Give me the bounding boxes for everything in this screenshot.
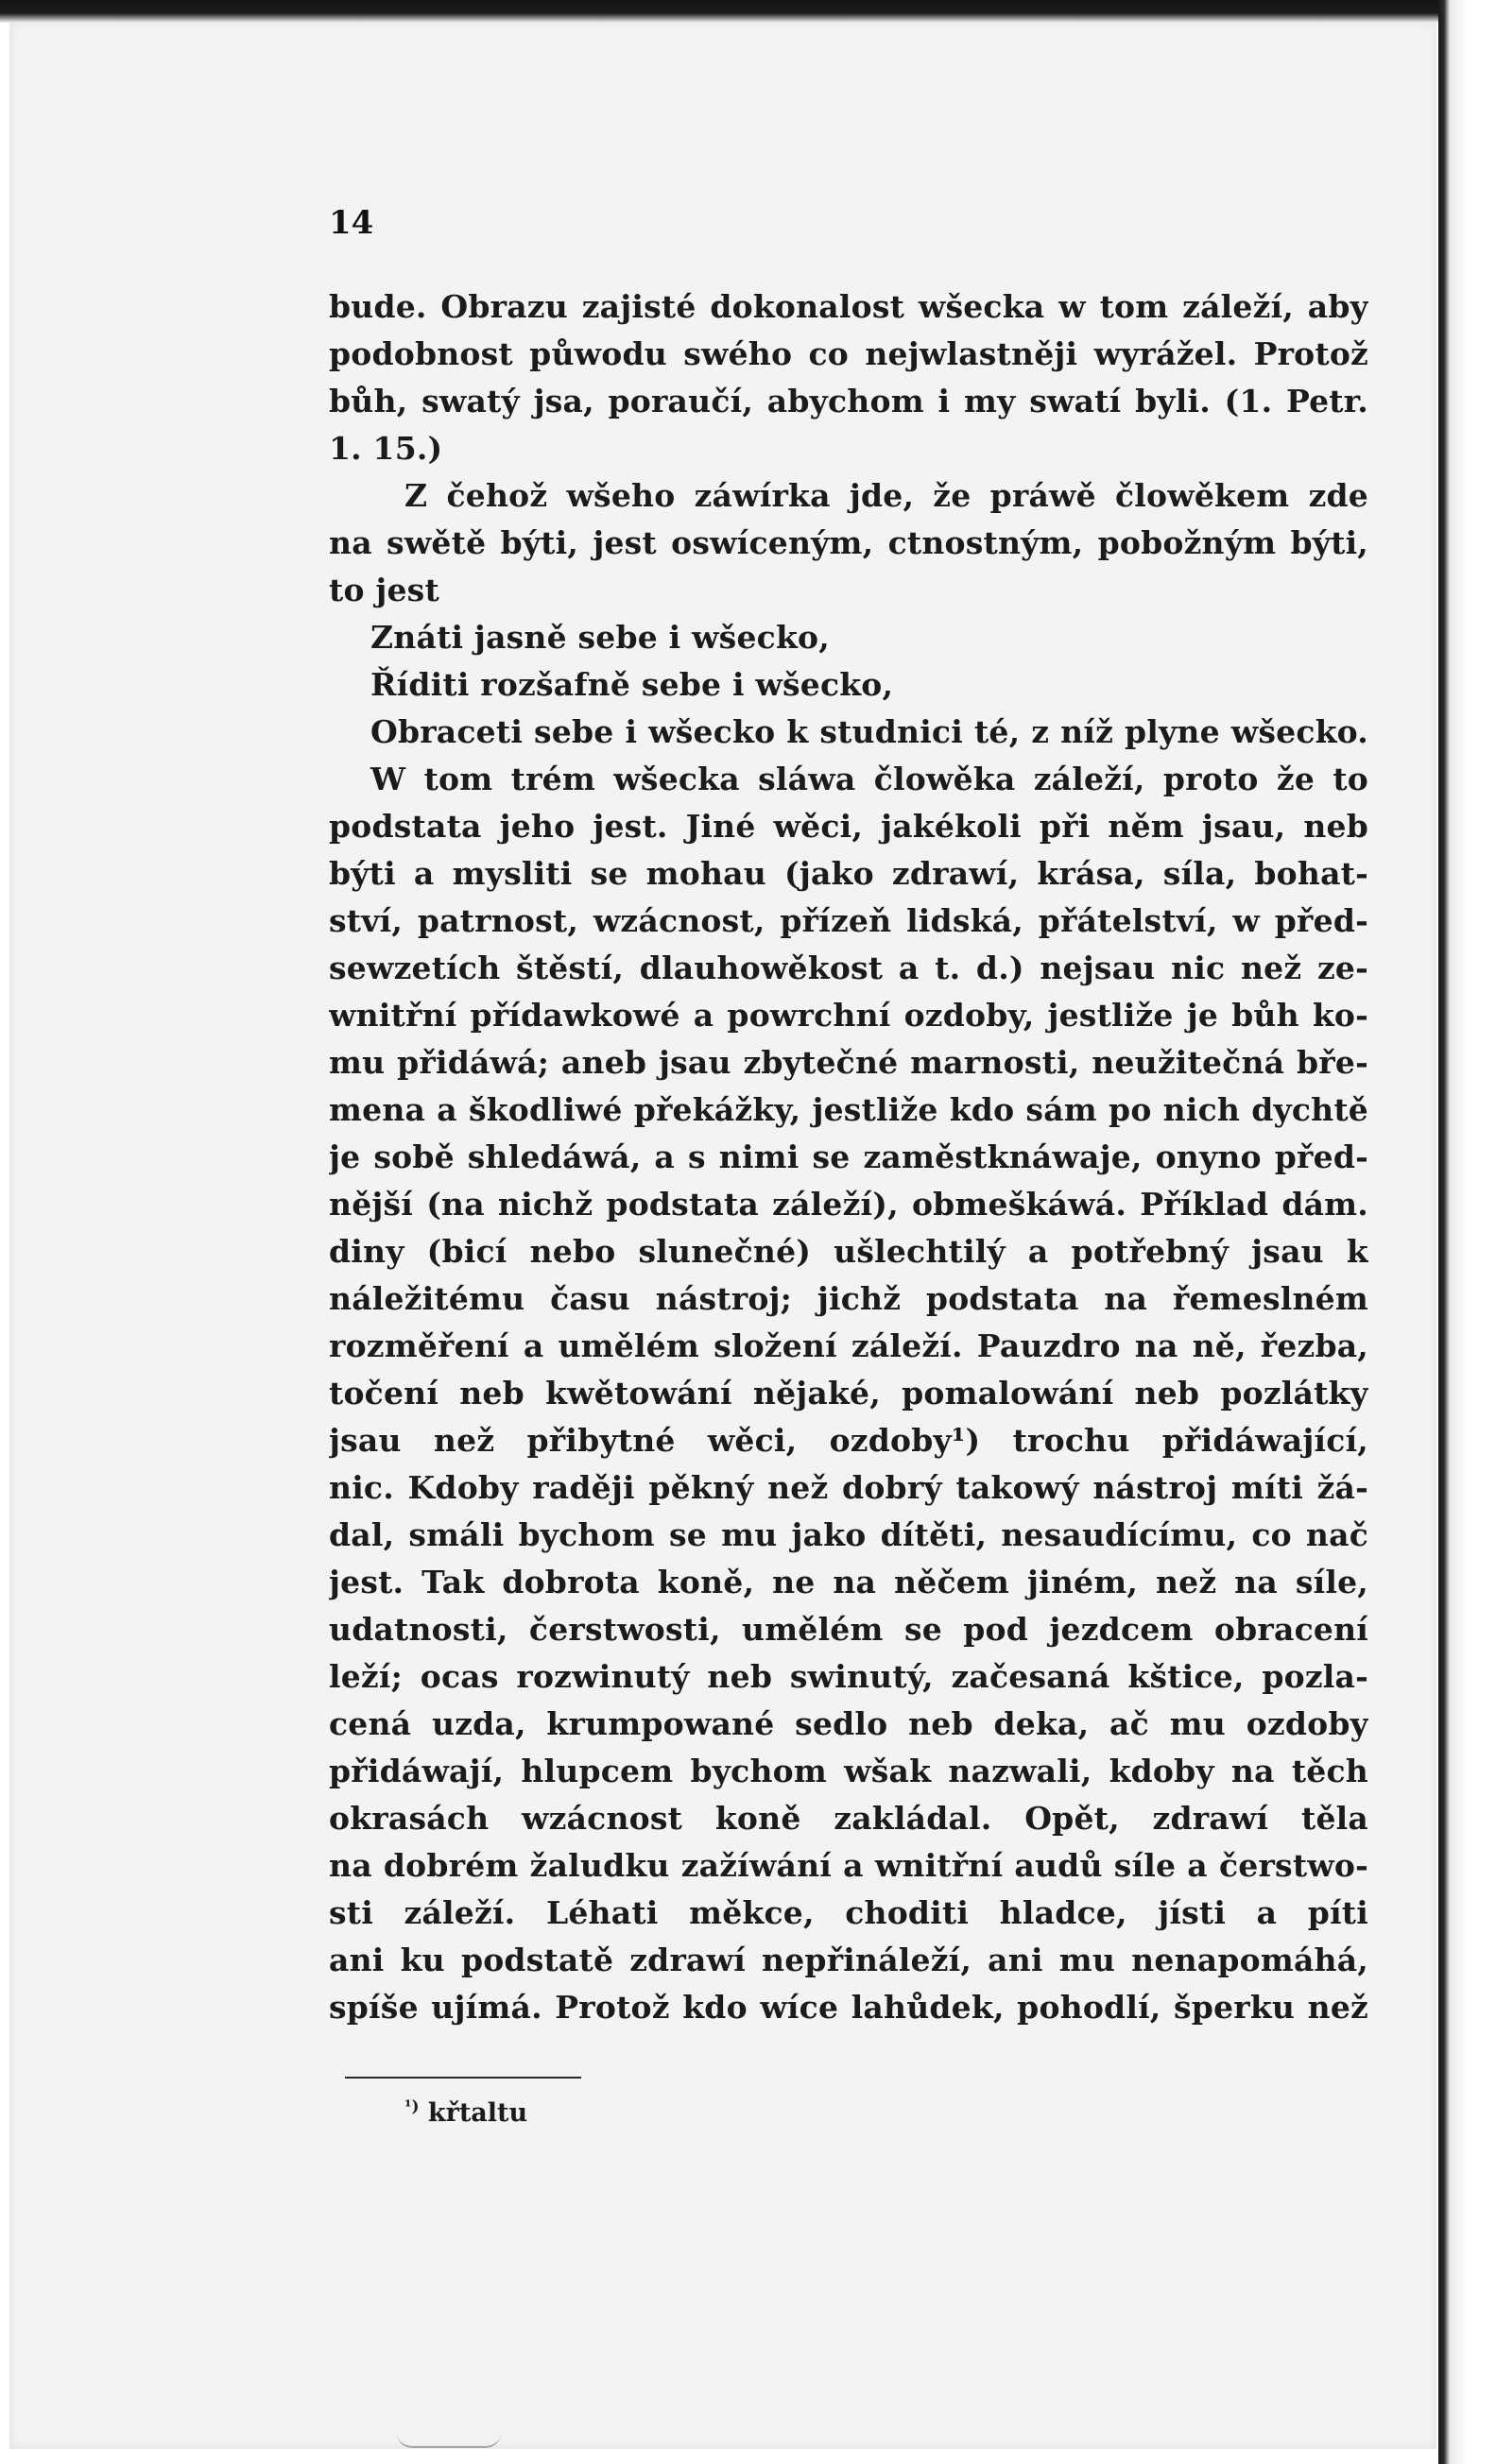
text-line: udatnosti, čerstwosti, umělém se pod jezdcem obracení (329, 1611, 1368, 1648)
footnote (404, 2097, 527, 2128)
text-line: přidáwají, hlupcem bychom wšak nazwali, kdoby na těch (329, 1753, 1368, 1789)
text-line: Z čehož wšeho záwírka jde, že práwě člowěkem zde (404, 477, 1368, 514)
text-line: býti a mysliti se mohau (jako zdrawí, krása, síla, bohat- (329, 855, 1368, 892)
text-line: jest. Tak dobrota koně, ne na něčem jiném, než na síle, (329, 1564, 1368, 1600)
text-line: mu přidáwá; aneb jsau zbytečné marnosti, neužitečná bře- (329, 1044, 1368, 1081)
text-line: sewzetích štěstí, dlauhowěkost a t. d.) nejsau nic než ze- (329, 950, 1368, 986)
text-line: okrasách wzácnost koně zakládal. Opět, zdrawí těla (329, 1800, 1368, 1837)
text-line: ství, patrnost, wzácnost, přízeň lidská, přátelství, w před- (329, 902, 1368, 939)
text-line: diny (bicí nebo slunečné) ušlechtilý a potřebný jsau k (329, 1233, 1368, 1270)
text-line: bude. Obrazu zajisté dokonalost wšecka w tom záleží, aby (329, 288, 1368, 325)
text-line: je sobě shledáwá, a s nimi se zaměstknáwaje, onyno před- (329, 1138, 1368, 1175)
text-line: dal, smáli bychom se mu jako dítěti, nesaudícímu, co nač (329, 1516, 1368, 1553)
scan-top-edge (0, 0, 1496, 23)
footnote-rule (345, 2077, 581, 2079)
text-line: cená uzda, krumpowané sedlo neb deka, ač mu ozdoby (329, 1705, 1368, 1742)
text-line: Obraceti sebe i wšecko k studnici té, z níž plyne wšecko. (370, 713, 1368, 750)
text-line: podobnost půwodu swého co nejwlastněji wyrážel. Protož (329, 335, 1368, 372)
text-line: to jest (329, 572, 439, 608)
text-line: wnitřní přídawkowé a powrchní ozdoby, jestliže je bůh ko- (329, 997, 1368, 1034)
scan-right-edge (1438, 0, 1496, 2464)
text-line: na dobrém žaludku zažíwání a wnitřní audů síle a čerstwo- (329, 1847, 1368, 1884)
scan-smudge (397, 2433, 501, 2448)
text-line: podstata jeho jest. Jiné wěci, jakékoli při něm jsau, neb (329, 808, 1368, 845)
text-line: nic. Kdoby raději pěkný než dobrý takowý nástroj míti žá- (329, 1469, 1368, 1506)
text-line: leží; ocas rozwinutý neb swinutý, začesaná kštice, pozla- (329, 1658, 1368, 1695)
text-line: W tom trém wšecka sláwa člowěka záleží, proto že to (370, 761, 1368, 797)
text-line: Říditi rozšafně sebe i wšecko, (370, 666, 894, 703)
footnote-text: křtaltu (427, 2098, 528, 2128)
text-line: sti záleží. Léhati měkce, choditi hladce, jísti a píti (329, 1894, 1368, 1931)
text-line: nější (na nichž podstata záleží), obmeškáwá. Příklad dám. (329, 1186, 1368, 1223)
text-line: na swětě býti, jest oswíceným, ctnostným, pobožným býti, (329, 524, 1368, 561)
text-line: Znáti jasně sebe i wšecko, (370, 619, 830, 656)
text-line: náležitému času nástroj; jichž podstata na řemeslném (329, 1280, 1368, 1317)
text-line: spíše ujímá. Protož kdo wíce lahůdek, pohodlí, šperku než (329, 1989, 1368, 2026)
text-line: točení neb kwětowání nějaké, pomalowání neb pozlátky (329, 1375, 1368, 1412)
text-line: rozměření a umělém složení záleží. Pauzdro na ně, řezba, (329, 1327, 1368, 1364)
page-number: 14 (329, 204, 374, 242)
footnote-marker: ¹) (404, 2097, 420, 2116)
text-line: 1. 15.) (329, 430, 443, 467)
text-line: bůh, swatý jsa, poraučí, abychom i my swatí byli. (1. Petr. (329, 383, 1368, 419)
body-text (329, 283, 1368, 2031)
text-line: ani ku podstatě zdrawí nepřináleží, ani mu nenapomáhá, (329, 1942, 1368, 1978)
text-line: mena a škodliwé překážky, jestliže kdo sám po nich dychtě (329, 1091, 1368, 1128)
text-line: jsau než přibytné wěci, ozdoby¹) trochu přidáwající, (329, 1422, 1368, 1459)
